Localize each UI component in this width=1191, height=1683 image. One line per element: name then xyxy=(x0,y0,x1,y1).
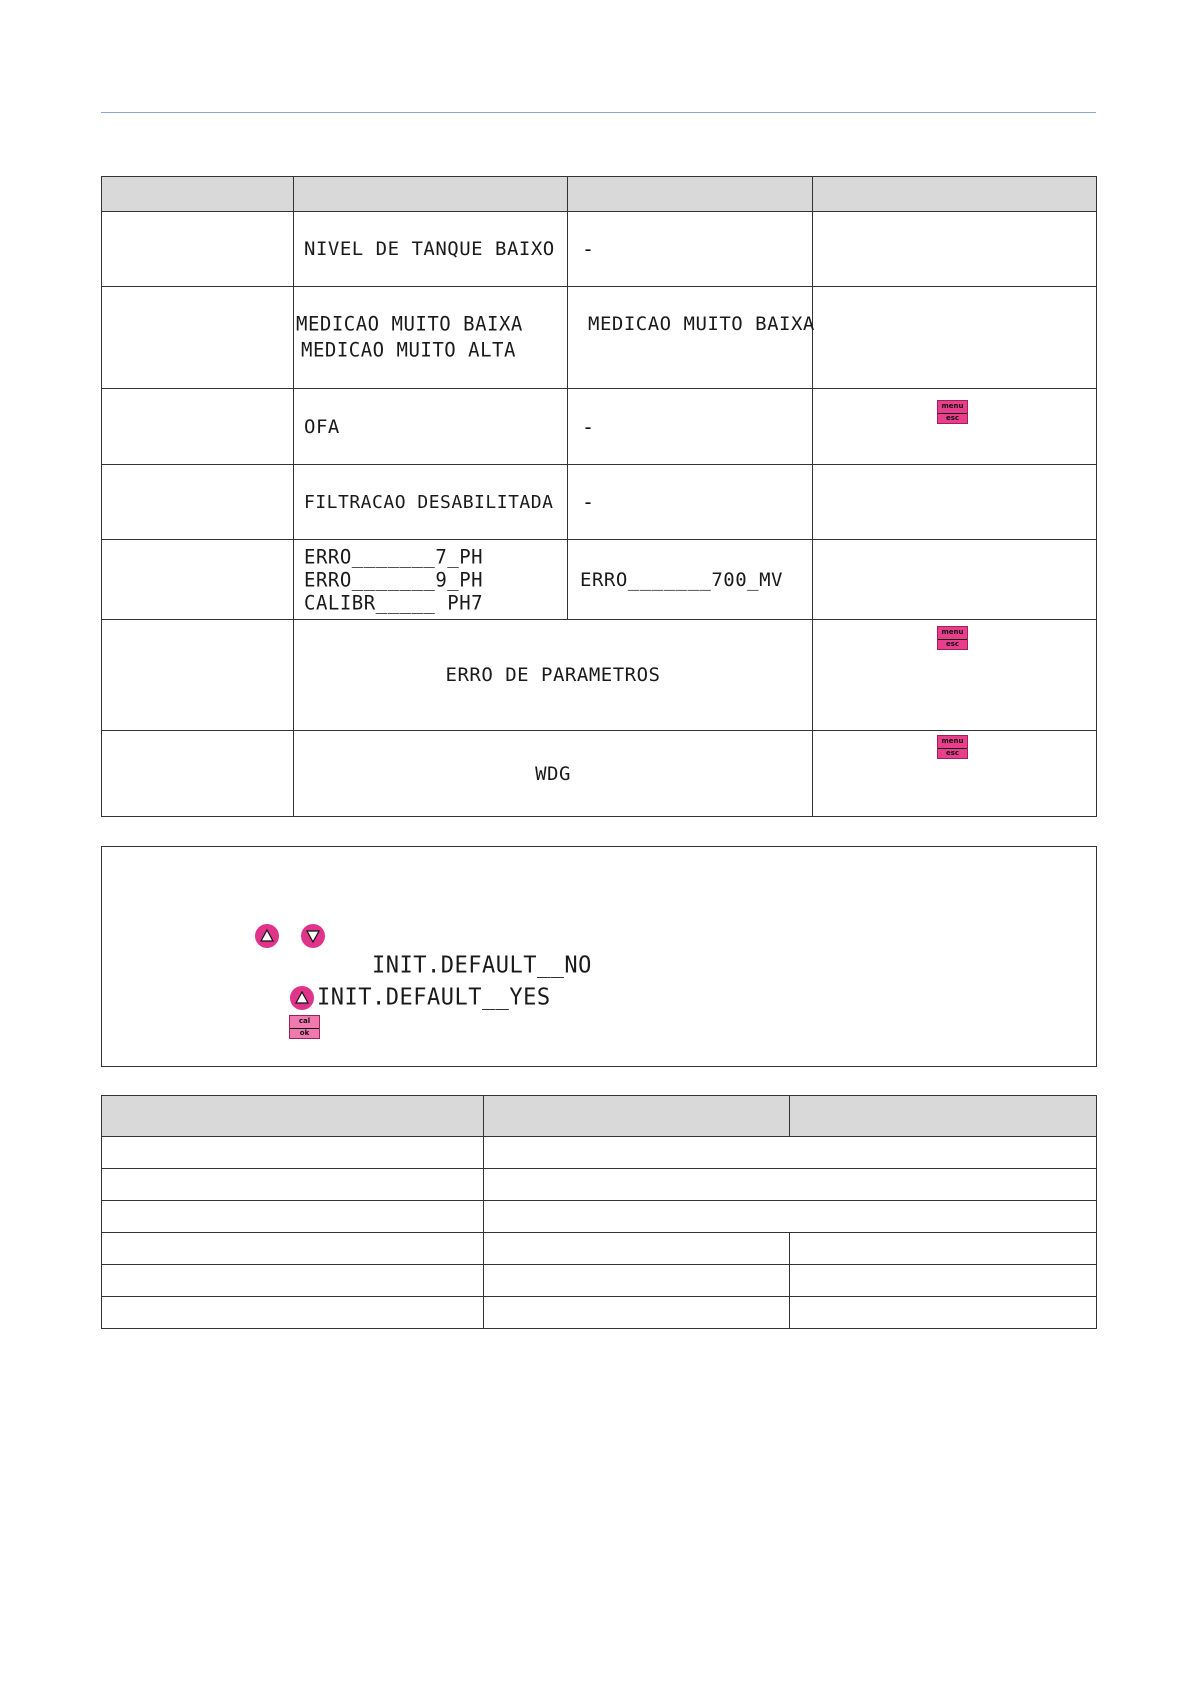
table-row xyxy=(102,287,1097,389)
table-cell xyxy=(568,287,813,389)
table-cell xyxy=(568,540,813,620)
table-cell xyxy=(790,1233,1097,1265)
header-cell xyxy=(484,1096,790,1137)
header-cell xyxy=(790,1096,1097,1137)
table-cell xyxy=(102,540,294,620)
header-cell xyxy=(102,1096,484,1137)
table-cell xyxy=(813,540,1097,620)
dash-text: - xyxy=(582,237,595,261)
lcd-text: CALIBR_____ PH7 xyxy=(304,591,484,615)
header-cell xyxy=(568,177,813,212)
cal-ok-key-icon: cal ok xyxy=(289,1015,320,1039)
header-rule xyxy=(101,112,1096,113)
table-cell xyxy=(568,212,813,287)
table-header-row xyxy=(102,1096,1097,1137)
table-cell xyxy=(102,1297,484,1329)
table-row xyxy=(102,465,1097,540)
dash-text: - xyxy=(582,414,595,439)
table-header-row xyxy=(102,177,1097,212)
table-cell xyxy=(484,1201,1097,1233)
arrow-up-icon xyxy=(255,924,279,948)
table-cell xyxy=(102,1201,484,1233)
table-cell xyxy=(813,389,1097,465)
header-cell xyxy=(813,177,1097,212)
table-cell xyxy=(484,1137,1097,1169)
table-cell xyxy=(484,1169,1097,1201)
header-cell xyxy=(102,177,294,212)
table-cell xyxy=(294,620,813,731)
table-cell xyxy=(102,389,294,465)
dash-text: - xyxy=(582,490,595,514)
table-cell xyxy=(790,1265,1097,1297)
table-cell xyxy=(294,731,813,817)
table-cell xyxy=(813,731,1097,817)
lcd-text: WDG xyxy=(535,762,571,785)
error-messages-table xyxy=(101,176,1097,817)
table-cell xyxy=(568,465,813,540)
lcd-text: ERRO DE PARAMETROS xyxy=(445,664,661,686)
table-cell xyxy=(294,389,568,465)
table-row xyxy=(102,1137,1097,1169)
arrow-up-icon xyxy=(290,986,314,1010)
lcd-text: OFA xyxy=(304,415,340,438)
table-row xyxy=(102,1265,1097,1297)
table-cell xyxy=(294,540,568,620)
table-row xyxy=(102,540,1097,620)
table-cell xyxy=(294,212,568,287)
table-row xyxy=(102,1201,1097,1233)
arrow-down-icon xyxy=(301,924,325,948)
lcd-text: INIT.DEFAULT__NO xyxy=(372,952,592,979)
lcd-text: NIVEL DE TANQUE BAIXO xyxy=(304,238,555,260)
lcd-text: INIT.DEFAULT__YES xyxy=(317,984,551,1011)
lcd-text: FILTRACAO DESABILITADA xyxy=(304,491,554,513)
menu-esc-key-icon: menu esc xyxy=(937,626,968,650)
default-values-table xyxy=(101,1095,1097,1329)
table-cell xyxy=(102,1137,484,1169)
menu-esc-key-icon: menu esc xyxy=(937,400,968,424)
table-row xyxy=(102,1233,1097,1265)
menu-esc-key-icon: menu esc xyxy=(937,735,968,759)
table-row xyxy=(102,1297,1097,1329)
table-cell xyxy=(102,465,294,540)
table-cell xyxy=(790,1297,1097,1329)
lcd-text: ERRO_______9_PH xyxy=(304,568,484,592)
lcd-text: MEDICAO MUITO BAIXA xyxy=(296,312,523,336)
table-cell xyxy=(813,620,1097,731)
table-cell xyxy=(102,731,294,817)
table-cell xyxy=(484,1233,790,1265)
table-cell xyxy=(102,1169,484,1201)
table-cell xyxy=(568,389,813,465)
table-cell xyxy=(813,465,1097,540)
table-cell xyxy=(102,1265,484,1297)
table-cell xyxy=(484,1297,790,1329)
table-cell xyxy=(294,465,568,540)
table-cell xyxy=(813,287,1097,389)
table-cell xyxy=(102,1233,484,1265)
lcd-text: MEDICAO MUITO BAIXA xyxy=(588,313,815,335)
table-cell xyxy=(813,212,1097,287)
lcd-text: ERRO_______7_PH xyxy=(304,545,484,569)
lcd-text: ERRO_______700_MV xyxy=(580,568,783,591)
table-row xyxy=(102,731,1097,817)
reset-instructions-box xyxy=(101,846,1097,1067)
table-row xyxy=(102,212,1097,287)
table-row xyxy=(102,1169,1097,1201)
lcd-text: MEDICAO MUITO ALTA xyxy=(301,338,516,362)
table-cell xyxy=(102,212,294,287)
table-cell xyxy=(294,287,568,389)
table-row xyxy=(102,389,1097,465)
header-cell xyxy=(294,177,568,212)
table-row xyxy=(102,620,1097,731)
table-cell xyxy=(484,1265,790,1297)
table-cell xyxy=(102,620,294,731)
table-cell xyxy=(102,287,294,389)
